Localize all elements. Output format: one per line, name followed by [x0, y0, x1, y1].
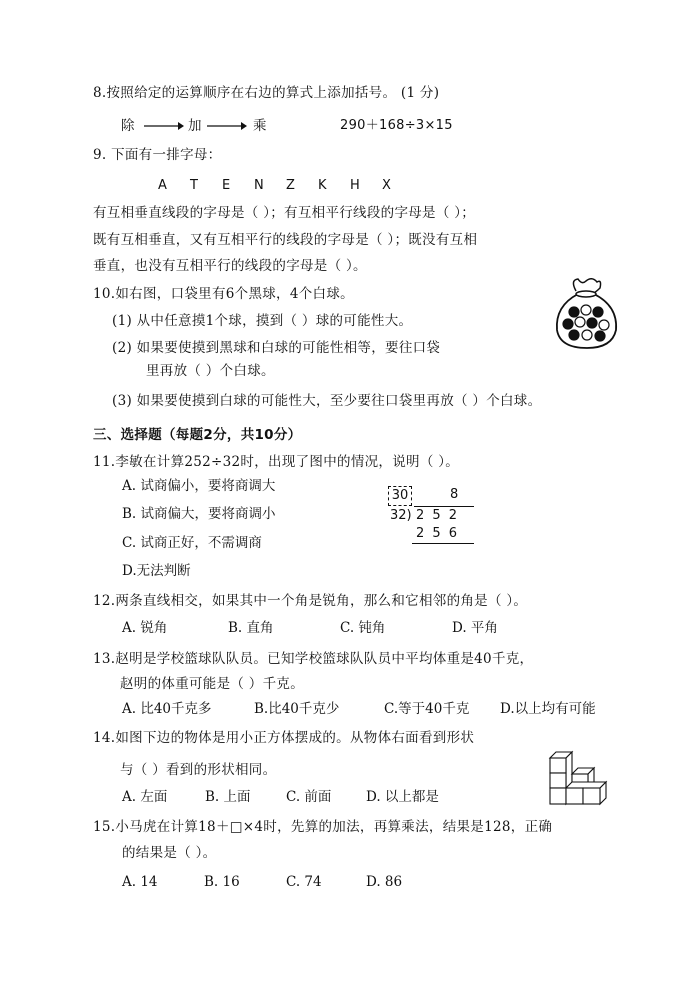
- q11-option-b: B. 试商偏大，要将商调小: [122, 506, 276, 522]
- division-figure: [386, 486, 478, 546]
- product-underline: [412, 543, 474, 544]
- letter: E: [222, 178, 231, 193]
- letter: X: [382, 178, 392, 193]
- q8-op-multiply: 乘: [253, 118, 267, 134]
- q15-option-a: A. 14: [122, 874, 158, 890]
- q15-stem2: 的结果是（ ）。: [122, 845, 217, 861]
- q15-option-d: D. 86: [366, 874, 403, 890]
- q9-line2: 既有互相垂直，又有互相平行的线段的字母是（ ）；既没有互相: [93, 232, 478, 248]
- q13-stem2: 赵明的体重可能是（ ）千克。: [120, 676, 304, 692]
- q12-option-d: D. 平角: [452, 620, 498, 636]
- section-title: 三、选择题（每题2分，共10分）: [93, 427, 302, 443]
- q14-option-b: B. 上面: [205, 789, 251, 805]
- cube-stack-figure: [548, 744, 610, 806]
- q12-stem: 12.两条直线相交，如果其中一个角是锐角，那么和它相邻的角是（ ）。: [93, 593, 528, 609]
- letter: H: [350, 178, 361, 193]
- letter: T: [190, 178, 199, 193]
- q9-line3: 垂直，也没有互相平行的线段的字母是（ ）。: [93, 258, 367, 274]
- q14-stem: 14.如图下边的物体是用小正方体摆成的。从物体右面看到形状: [93, 730, 475, 746]
- product: 2 5 6: [416, 526, 460, 541]
- q9-stem: 9. 下面有一排字母：: [93, 147, 222, 163]
- q13-option-c: C.等于40千克: [384, 701, 470, 717]
- q10-part2b: 里再放（ ）个白球。: [146, 363, 275, 379]
- q10-stem: 10.如右图，口袋里有6个黑球，4个白球。: [93, 286, 354, 302]
- q14-option-c: C. 前面: [286, 789, 332, 805]
- q15-stem: 15.小马虎在计算18＋□×4时，先算的加法，再算乘法，结果是128，正确: [93, 819, 553, 835]
- q12-option-c: C. 钝角: [340, 620, 386, 636]
- trial-quotient-box: 30: [388, 486, 412, 506]
- letter: A: [158, 178, 168, 193]
- q11-stem: 11.李敏在计算252÷32时，出现了图中的情况，说明（ ）。: [93, 454, 460, 470]
- arrow-right-icon: [207, 120, 247, 132]
- q13-option-a: A. 比40千克多: [122, 701, 212, 717]
- q11-option-a: A. 试商偏小，要将商调大: [122, 478, 276, 494]
- q13-option-b: B.比40千克少: [254, 701, 340, 717]
- q12-option-b: B. 直角: [228, 620, 274, 636]
- q13-option-d: D.以上均有可能: [500, 701, 596, 717]
- q8-op-add: 加: [188, 118, 202, 134]
- ball-bag-figure: [552, 276, 622, 351]
- q13-stem: 13.赵明是学校篮球队队员。已知学校篮球队队员中平均体重是40千克，: [93, 651, 534, 667]
- letter: Z: [286, 178, 296, 193]
- quotient: 8: [450, 487, 459, 502]
- q15-option-c: C. 74: [286, 874, 322, 890]
- q14-option-d: D. 以上都是: [366, 789, 439, 805]
- letter: K: [318, 178, 327, 193]
- q10-part3: (3) 如果要使摸到白球的可能性大，至少要往口袋里再放（ ）个白球。: [112, 393, 542, 409]
- q8-stem: 8.按照给定的运算顺序在右边的算式上添加括号。 (1 分): [93, 85, 440, 101]
- q9-line1: 有互相垂直线段的字母是（ ）；有互相平行线段的字母是（ ）；: [93, 205, 476, 221]
- q11-option-d: D.无法判断: [122, 563, 191, 579]
- arrow-right-icon: [144, 120, 184, 132]
- q10-part2a: (2) 如果要使摸到黑球和白球的可能性相等，要往口袋: [112, 340, 441, 356]
- division-bar: [414, 506, 474, 507]
- q9-letters: [158, 176, 414, 195]
- q8-expression: 290＋168÷3×15: [340, 118, 453, 133]
- q10-part1: (1) 从中任意摸1个球，摸到（ ）球的可能性大。: [112, 313, 413, 329]
- q8-op-divide: 除: [121, 118, 135, 134]
- q11-option-c: C. 试商正好，不需调商: [122, 535, 262, 551]
- letter: N: [254, 178, 265, 193]
- q15-option-b: B. 16: [204, 874, 240, 890]
- q14-stem2: 与（ ）看到的形状相同。: [120, 762, 277, 778]
- divisor: 32): [390, 508, 412, 523]
- dividend: 2 5 2: [416, 508, 460, 523]
- q12-option-a: A. 锐角: [122, 620, 168, 636]
- q14-option-a: A. 左面: [122, 789, 168, 805]
